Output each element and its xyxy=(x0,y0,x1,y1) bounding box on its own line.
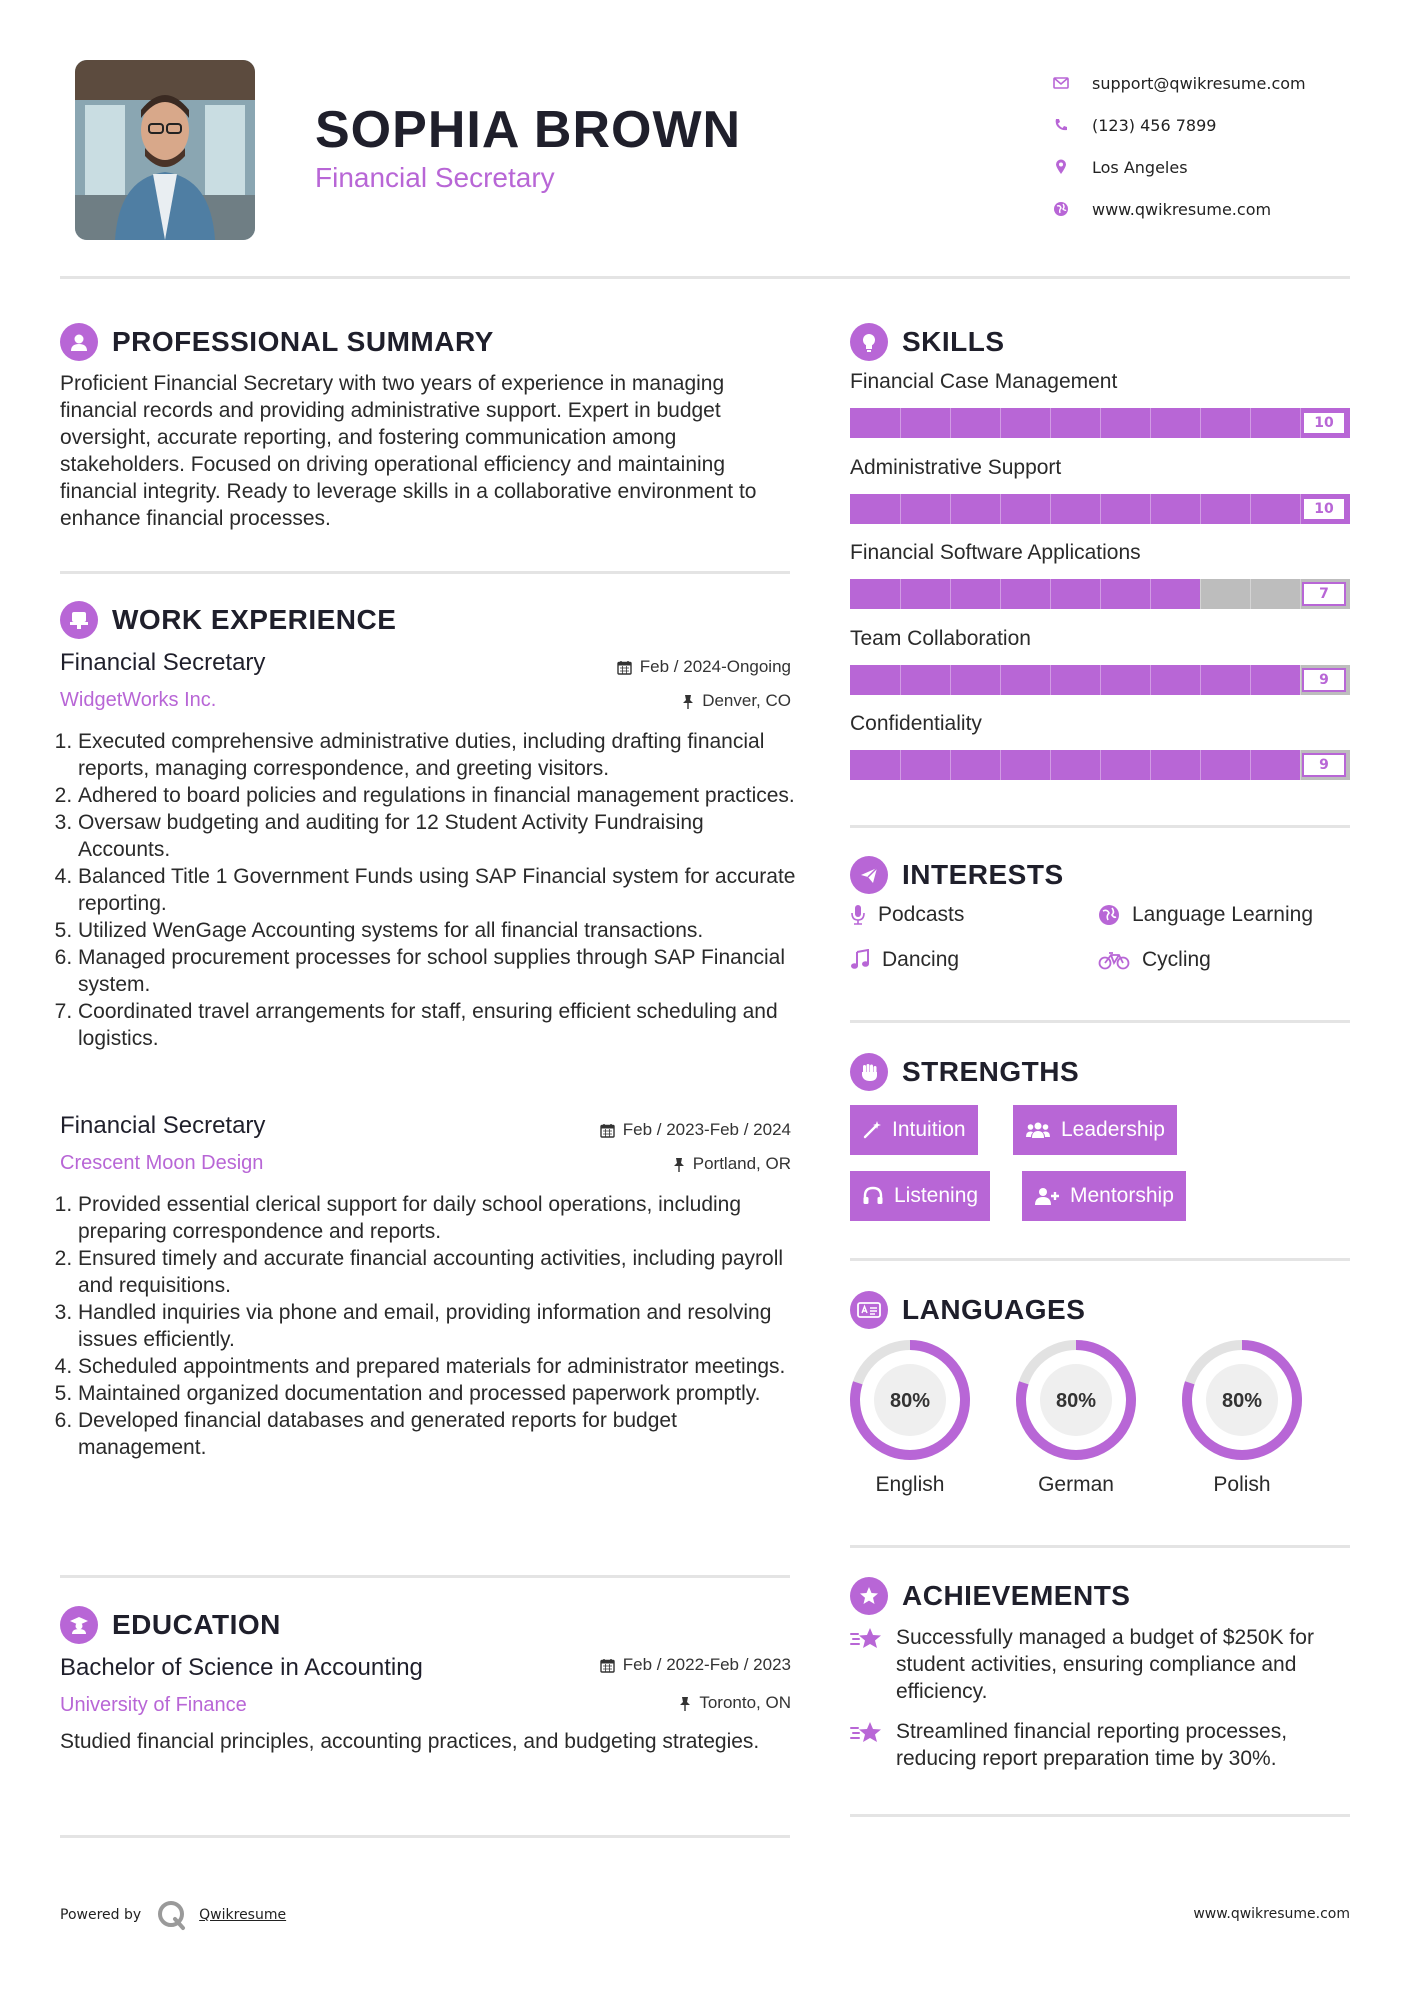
language-card-icon xyxy=(850,1291,888,1329)
job-dates xyxy=(540,1120,791,1140)
skill-bar-segment xyxy=(950,408,951,438)
candidate-title: Financial Secretary xyxy=(315,162,555,193)
footer-website[interactable]: www.qwikresume.com xyxy=(1193,1906,1350,1922)
candidate-name: SOPHIA BROWN xyxy=(315,101,742,159)
job-dates xyxy=(540,657,791,677)
microphone-icon xyxy=(850,904,866,926)
language-name: Polish xyxy=(1213,1473,1271,1496)
language-ring xyxy=(848,1338,972,1462)
interest-item-language-learning xyxy=(1098,903,1313,927)
strengths-heading-text: STRENGTHS xyxy=(902,1056,1080,1087)
achievements-heading xyxy=(850,1576,1130,1616)
skill-bar-segment xyxy=(1200,408,1201,438)
skill-bar-segment xyxy=(1200,579,1201,609)
skills-heading-text: SKILLS xyxy=(902,326,1005,357)
map-pin-icon xyxy=(1050,156,1072,178)
language-ring xyxy=(1014,1338,1138,1462)
skill-score: 10 xyxy=(1302,497,1346,521)
skill-bar-segment xyxy=(1300,665,1301,695)
skill-bar-segment xyxy=(1100,750,1101,780)
magic-wand-icon xyxy=(862,1120,882,1140)
powered-by-text: Powered by xyxy=(60,1907,142,1923)
skill-bar-fill xyxy=(850,579,1200,609)
list-item: 5. Utilized WenGage Accounting systems for all financial transactions. xyxy=(78,917,800,944)
achievements-heading-text: ACHIEVEMENTS xyxy=(902,1580,1131,1611)
skill-bar-segment xyxy=(1050,494,1051,524)
skill-bar-segment xyxy=(1300,494,1301,524)
job-company: Crescent Moon Design xyxy=(60,1152,264,1174)
skill-bar-segment xyxy=(1250,494,1251,524)
education-location-text: Toronto, ON xyxy=(699,1693,791,1712)
envelope-icon xyxy=(1050,72,1072,94)
contact-email-text: support@qwikresume.com xyxy=(1092,73,1306,93)
skill-bar-fill xyxy=(850,750,1300,780)
languages-heading xyxy=(850,1290,1085,1330)
skill-bar-fill xyxy=(850,665,1300,695)
job-role: Financial Secretary xyxy=(60,649,266,676)
skill-bar-segment xyxy=(950,494,951,524)
skill-score: 9 xyxy=(1302,753,1346,777)
section-divider xyxy=(60,571,790,574)
list-item: 3. Oversaw budgeting and auditing for 12 Student Activity Fundraising Accounts. xyxy=(78,809,800,863)
job-location-text: Denver, CO xyxy=(702,691,791,710)
contact-location xyxy=(1050,152,1188,182)
list-item: 6. Developed financial databases and generated reports for budget management. xyxy=(78,1407,800,1461)
interest-label: Podcasts xyxy=(878,903,965,926)
skill-bar-segment xyxy=(950,665,951,695)
interest-label: Dancing xyxy=(882,948,960,971)
achievement-item xyxy=(850,1624,1350,1705)
skill-label: Financial Software Applications xyxy=(850,541,1141,564)
list-item: 3. Handled inquiries via phone and email, providing information and resolving issues efficiently. xyxy=(78,1299,800,1353)
fist-icon xyxy=(850,1053,888,1091)
skill-label: Financial Case Management xyxy=(850,370,1118,393)
skill-bar-segment xyxy=(1000,750,1001,780)
skill-bar-segment xyxy=(1050,408,1051,438)
skill-score: 10 xyxy=(1302,411,1346,435)
contact-website[interactable] xyxy=(1050,194,1271,224)
job-dates-text: Feb / 2023-Feb / 2024 xyxy=(622,1120,791,1139)
section-divider xyxy=(60,1835,790,1838)
strengths-heading xyxy=(850,1052,1079,1092)
pushpin-icon xyxy=(679,1696,691,1711)
skill-bar xyxy=(850,665,1350,695)
skill-bar-segment xyxy=(1000,494,1001,524)
skill-bar-segment xyxy=(1150,579,1151,609)
interest-label: Cycling xyxy=(1142,948,1211,971)
shooting-star-icon xyxy=(850,1626,884,1652)
contact-location-text: Los Angeles xyxy=(1092,157,1188,177)
language-name: English xyxy=(875,1473,945,1496)
strength-label: Listening xyxy=(894,1184,979,1207)
list-item: 4. Balanced Title 1 Government Funds using SAP Financial system for accurate reporting. xyxy=(78,863,800,917)
interests-heading-text: INTERESTS xyxy=(902,859,1064,890)
strength-chip-listening xyxy=(850,1171,990,1221)
globe-icon xyxy=(1098,904,1120,926)
experience-heading xyxy=(60,600,396,640)
list-item: 7. Coordinated travel arrangements for staff, ensuring efficient scheduling and logistics. xyxy=(78,998,800,1052)
interest-item-dancing xyxy=(850,948,959,972)
skill-label: Administrative Support xyxy=(850,455,1062,479)
lightbulb-icon xyxy=(850,323,888,361)
user-icon xyxy=(60,323,98,361)
skill-bar-segment xyxy=(1200,750,1201,780)
job-location xyxy=(540,691,791,711)
job-duties xyxy=(60,728,800,1052)
strength-chip-mentorship xyxy=(1022,1171,1186,1221)
skill-bar-segment xyxy=(1150,665,1151,695)
section-divider xyxy=(850,1814,1350,1817)
education-degree: Bachelor of Science in Accounting xyxy=(60,1654,423,1681)
list-item: 2. Adhered to board policies and regulations in financial management practices. xyxy=(78,782,800,809)
job-location xyxy=(540,1154,791,1174)
education-location xyxy=(540,1693,791,1713)
education-heading xyxy=(60,1605,281,1645)
section-divider xyxy=(850,1258,1350,1261)
summary-heading-text: PROFESSIONAL SUMMARY xyxy=(112,326,494,357)
contact-phone-text: (123) 456 7899 xyxy=(1092,115,1217,135)
pushpin-icon xyxy=(673,1157,685,1172)
star-badge-icon xyxy=(850,1577,888,1615)
resume-header xyxy=(60,58,1350,278)
list-item: 1. Provided essential clerical support for daily school operations, including preparing correspondence and reports. xyxy=(78,1191,800,1245)
education-school: University of Finance xyxy=(60,1694,247,1716)
skill-bar-segment xyxy=(1000,665,1001,695)
list-item: 1. Executed comprehensive administrative duties, including drafting financial reports, managing correspondence, and greeting visitors. xyxy=(78,728,800,782)
skills-heading xyxy=(850,322,1005,362)
skill-score: 7 xyxy=(1302,582,1346,606)
skill-bar-segment xyxy=(1000,579,1001,609)
skill-label: Confidentiality xyxy=(850,712,982,735)
skill-bar-segment xyxy=(1050,579,1051,609)
strength-label: Leadership xyxy=(1061,1118,1165,1141)
music-note-icon xyxy=(850,949,870,971)
interest-label: Language Learning xyxy=(1132,903,1314,926)
interest-item-cycling xyxy=(1098,948,1211,972)
interest-item-podcasts xyxy=(850,903,964,927)
strength-chip-intuition xyxy=(850,1105,978,1155)
list-item: 4. Scheduled appointments and prepared materials for administrator meetings. xyxy=(78,1353,800,1380)
section-divider xyxy=(850,1545,1350,1548)
experience-heading-text: WORK EXPERIENCE xyxy=(112,604,397,635)
footer-powered-by xyxy=(60,1898,286,1932)
header-divider xyxy=(60,276,1350,279)
job-role: Financial Secretary xyxy=(60,1112,266,1139)
qwikresume-link[interactable]: Qwikresume xyxy=(199,1907,287,1923)
language-ring xyxy=(1180,1338,1304,1462)
job-company: WidgetWorks Inc. xyxy=(60,689,217,711)
strength-label: Mentorship xyxy=(1070,1184,1174,1207)
skill-bar-segment xyxy=(1150,750,1151,780)
languages-heading-text: LANGUAGES xyxy=(902,1294,1086,1325)
skill-bar-segment xyxy=(1300,579,1301,609)
achievement-item xyxy=(850,1718,1350,1772)
globe-icon xyxy=(1050,198,1072,220)
skill-bar-segment xyxy=(1250,579,1251,609)
section-divider xyxy=(850,1020,1350,1023)
section-divider xyxy=(850,825,1350,828)
skill-bar-segment xyxy=(950,750,951,780)
section-divider xyxy=(60,1575,790,1578)
calendar-icon xyxy=(600,1123,615,1138)
language-percent: 80% xyxy=(1055,1390,1097,1412)
phone-icon xyxy=(1050,114,1072,136)
skill-bar-segment xyxy=(900,408,901,438)
interests-heading xyxy=(850,855,1064,895)
job-dates-text: Feb / 2024-Ongoing xyxy=(639,657,791,676)
paper-plane-icon xyxy=(850,856,888,894)
users-icon xyxy=(1025,1120,1051,1140)
skill-bar xyxy=(850,579,1350,609)
skill-bar-segment xyxy=(1000,408,1001,438)
skill-bar-segment xyxy=(950,579,951,609)
contact-phone[interactable] xyxy=(1050,110,1216,140)
strength-chip-leadership xyxy=(1013,1105,1177,1155)
education-heading-text: EDUCATION xyxy=(112,1609,281,1640)
education-dates-text: Feb / 2022-Feb / 2023 xyxy=(622,1655,791,1674)
skill-bar-segment xyxy=(1150,408,1151,438)
skill-bar-segment xyxy=(1250,750,1251,780)
skill-bar-segment xyxy=(900,750,901,780)
list-item: 6. Managed procurement processes for school supplies through SAP Financial system. xyxy=(78,944,800,998)
skill-label: Team Collaboration xyxy=(850,626,1031,650)
pushpin-icon xyxy=(682,694,694,709)
language-percent: 80% xyxy=(889,1390,931,1412)
achievement-text: Streamlined financial reporting processes, reducing report preparation time by 30%. xyxy=(896,1720,1288,1770)
headphones-icon xyxy=(862,1186,884,1206)
skill-score: 9 xyxy=(1302,668,1346,692)
skill-bar-segment xyxy=(1150,494,1151,524)
achievement-text: Successfully managed a budget of $250K for student activities, ensuring compliance and efficiency. xyxy=(896,1626,1314,1703)
language-name: German xyxy=(1038,1473,1114,1496)
calendar-icon xyxy=(600,1658,615,1673)
shooting-star-icon xyxy=(850,1720,884,1746)
skill-bar-segment xyxy=(1200,665,1201,695)
bicycle-icon xyxy=(1098,950,1130,970)
contact-website-text: www.qwikresume.com xyxy=(1092,199,1272,219)
list-item: 5. Maintained organized documentation and processed paperwork promptly. xyxy=(78,1380,800,1407)
contact-email[interactable] xyxy=(1050,68,1306,98)
skill-bar-segment xyxy=(1100,494,1101,524)
job-duties xyxy=(60,1191,800,1461)
language-percent: 80% xyxy=(1221,1390,1263,1412)
skill-bar-segment xyxy=(1250,665,1251,695)
skill-bar-segment xyxy=(1100,579,1101,609)
skill-bar xyxy=(850,750,1350,780)
skill-bar-segment xyxy=(900,579,901,609)
briefcase-icon xyxy=(60,601,98,639)
skill-bar-segment xyxy=(900,665,901,695)
strength-label: Intuition xyxy=(892,1118,966,1141)
skill-bar-segment xyxy=(1200,494,1201,524)
skill-bar-segment xyxy=(1050,665,1051,695)
user-plus-icon xyxy=(1034,1186,1060,1206)
job-location-text: Portland, OR xyxy=(692,1154,791,1173)
summary-text: Proficient Financial Secretary with two years of experience in managing financial records and providing administrative support. Expert in budget oversight, accurate reporting, and fostering communication among stakeholders. Focused on driving operational efficiency and maintaining financial integrity. Ready to leverage skills in a collaborative environment to enhance financial processes. xyxy=(60,372,757,530)
calendar-icon xyxy=(617,660,632,675)
summary-heading xyxy=(60,322,494,362)
list-item: 2. Ensured timely and accurate financial accounting activities, including payroll and requisitions. xyxy=(78,1245,800,1299)
skill-bar-segment xyxy=(900,494,901,524)
education-dates xyxy=(540,1655,791,1675)
qwikresume-logo-icon xyxy=(155,1898,189,1932)
skill-bar-segment xyxy=(1100,408,1101,438)
skill-bar-segment xyxy=(1100,665,1101,695)
skill-bar-segment xyxy=(1050,750,1051,780)
skill-bar xyxy=(850,408,1350,438)
education-description: Studied financial principles, accounting practices, and budgeting strategies. xyxy=(60,1730,760,1753)
profile-photo xyxy=(75,60,255,240)
skill-bar-segment xyxy=(1300,750,1301,780)
skill-bar-segment xyxy=(1300,408,1301,438)
skill-bar-segment xyxy=(1250,408,1251,438)
skill-bar xyxy=(850,494,1350,524)
graduate-icon xyxy=(60,1606,98,1644)
